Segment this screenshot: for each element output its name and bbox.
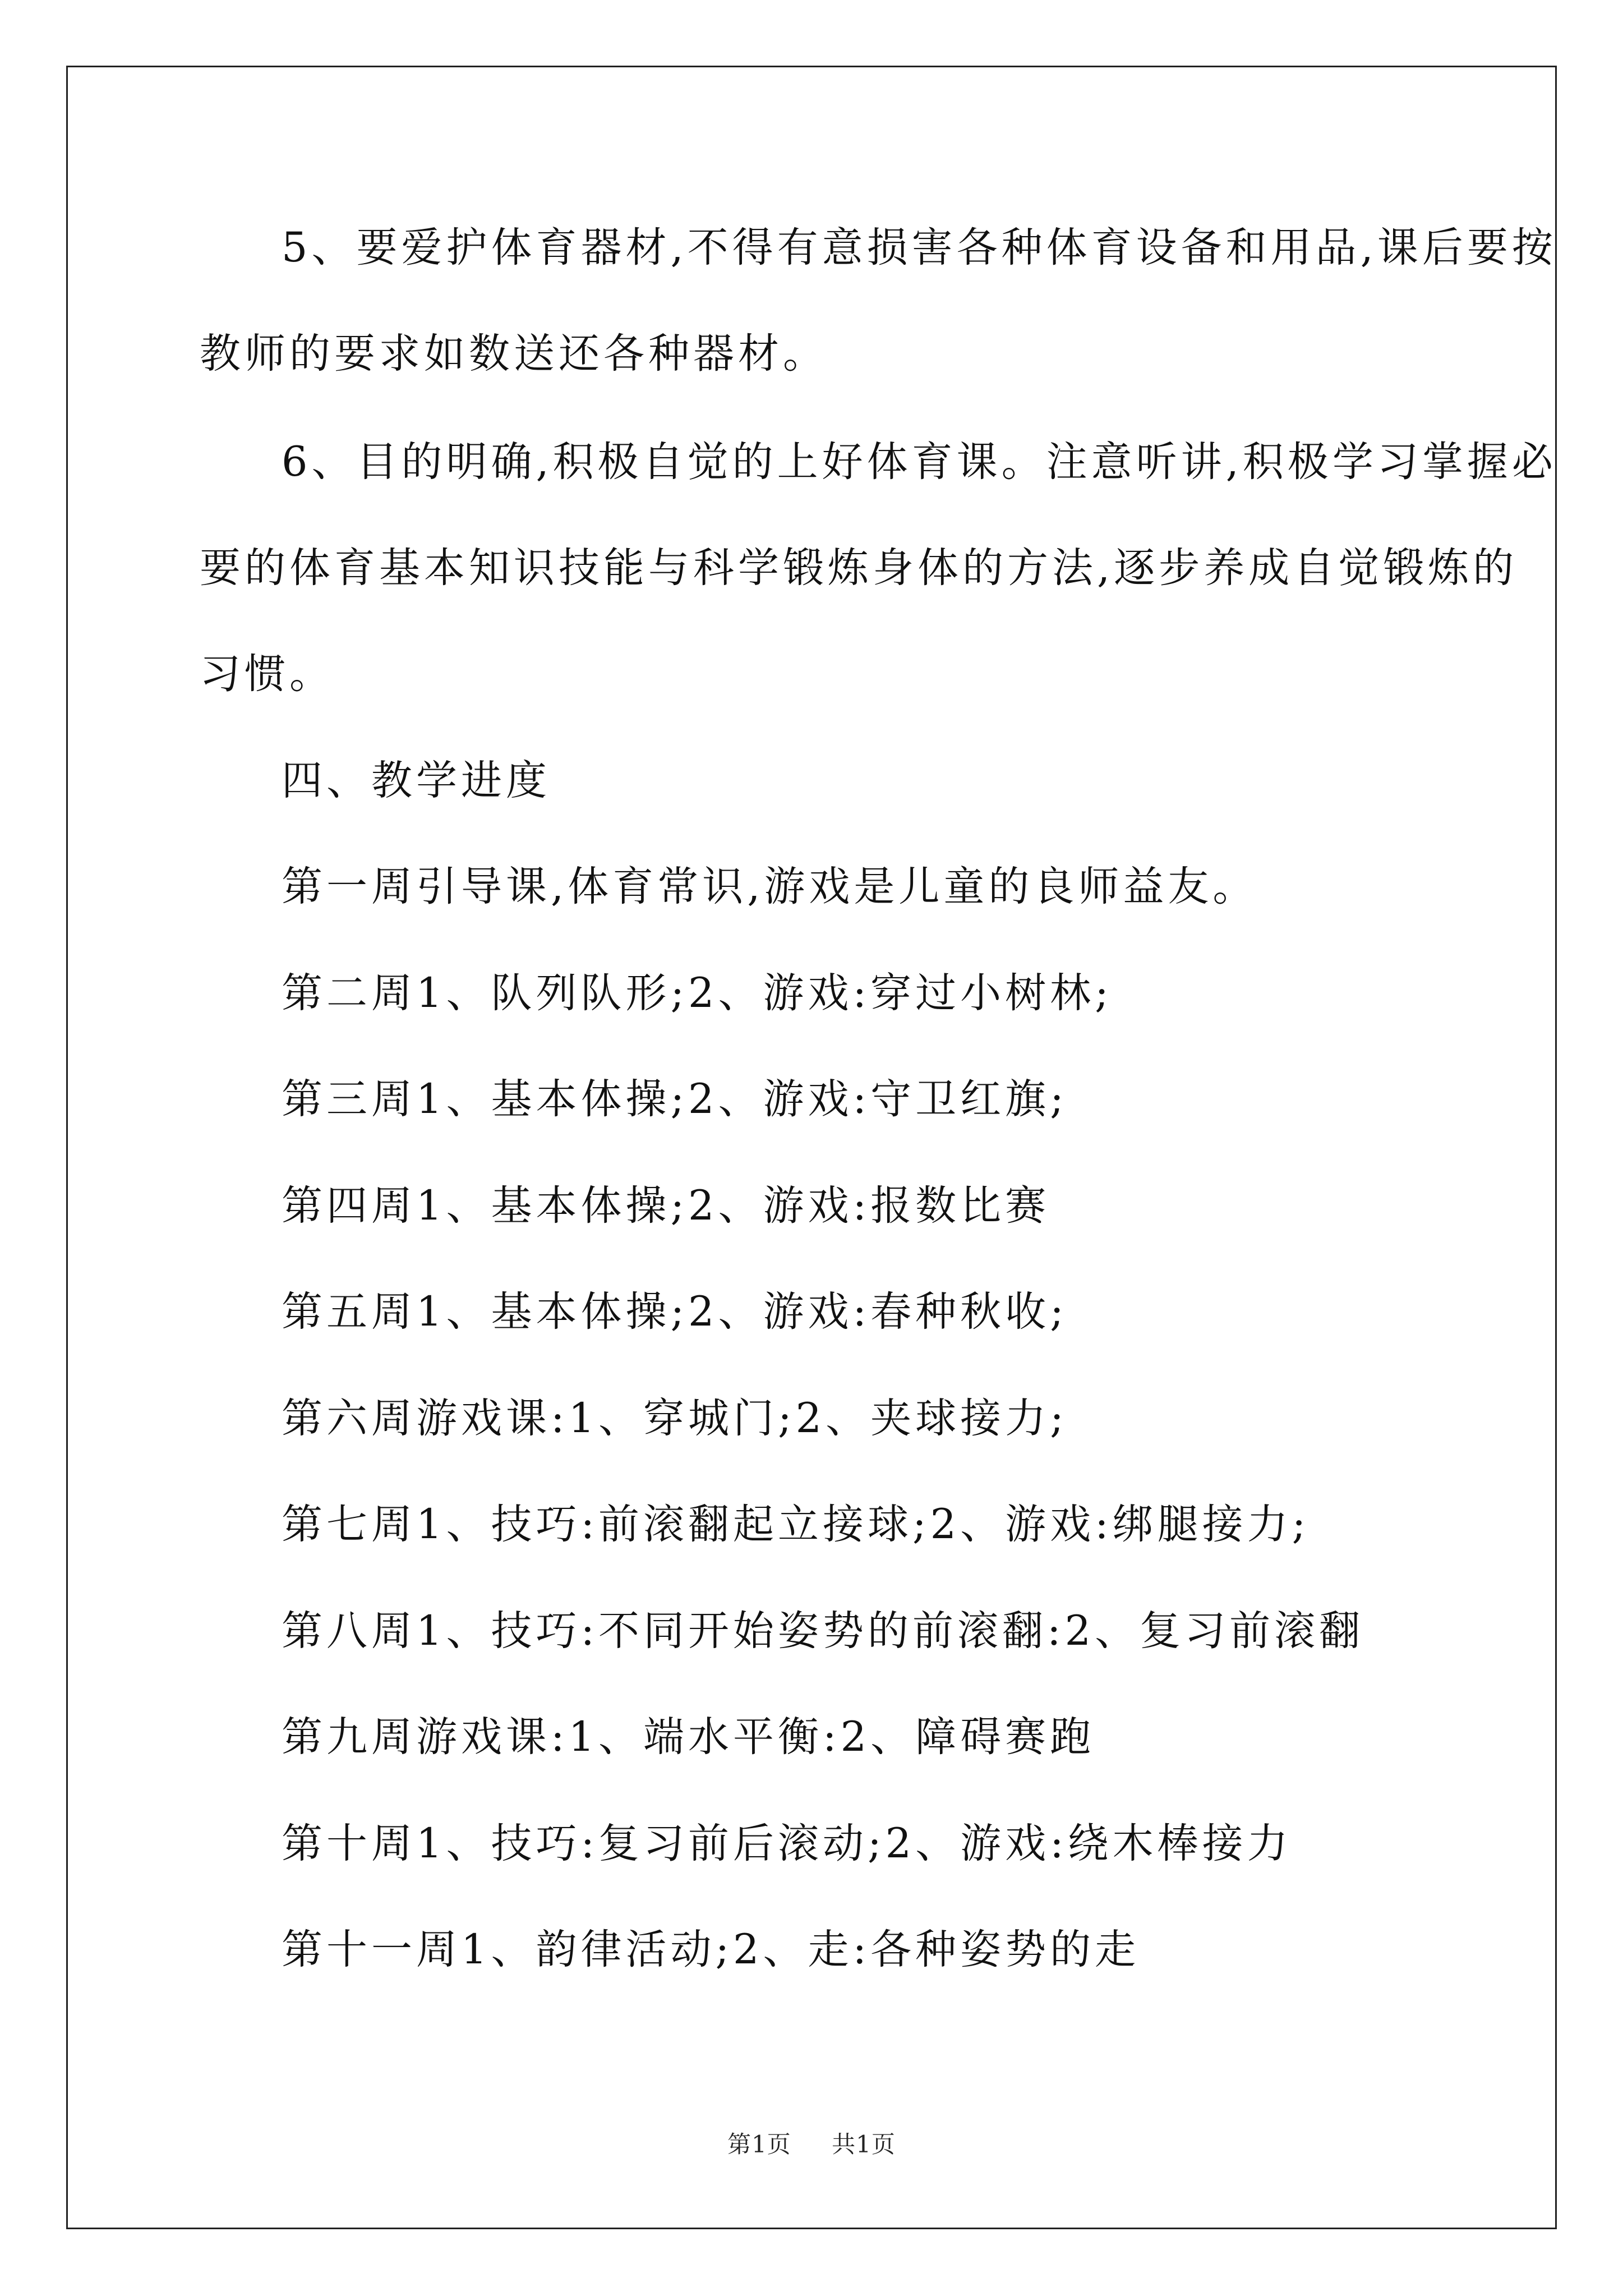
schedule-item: 第九周游戏课:1、端水平衡:2、障碍赛跑 <box>282 1713 1095 1761</box>
schedule-item: 第十一周1、韵律活动;2、走:各种姿势的走 <box>282 1926 1140 1973</box>
section-title: 四、教学进度 <box>282 757 551 804</box>
schedule-item: 第三周1、基本体操;2、游戏:守卫红旗; <box>282 1075 1068 1123</box>
page-footer <box>0 2126 1623 2160</box>
schedule-item: 第七周1、技巧:前滚翻起立接球;2、游戏:绑腿接力; <box>282 1501 1310 1548</box>
schedule-item: 第二周1、队列队形;2、游戏:穿过小树林; <box>282 969 1113 1017</box>
schedule-item: 第四周1、基本体操;2、游戏:报数比赛 <box>282 1182 1050 1230</box>
page-total: 共1页 <box>832 2131 896 2158</box>
paragraph-line: 6、目的明确,积极自觉的上好体育课。注意听讲,积极学习掌握必 <box>282 438 1557 486</box>
paragraph-line: 教师的要求如数送还各种器材。 <box>200 330 828 378</box>
paragraph-line: 要的体育基本知识技能与科学锻炼身体的方法,逐步养成自觉锻炼的 <box>200 544 1518 592</box>
paragraph-line: 习惯。 <box>200 650 334 698</box>
schedule-item: 第十周1、技巧:复习前后滚动;2、游戏:绕木棒接力 <box>282 1820 1292 1867</box>
page-number: 第1页 <box>727 2131 791 2158</box>
schedule-item: 第六周游戏课:1、穿城门;2、夹球接力; <box>282 1395 1068 1442</box>
schedule-item: 第八周1、技巧:不同开始姿势的前滚翻:2、复习前滚翻 <box>282 1607 1364 1655</box>
schedule-item: 第一周引导课,体育常识,游戏是儿童的良师益友。 <box>282 863 1258 910</box>
paragraph-line: 5、要爱护体育器材,不得有意损害各种体育设备和用品,课后要按 <box>282 224 1557 272</box>
schedule-item: 第五周1、基本体操;2、游戏:春种秋收; <box>282 1288 1068 1336</box>
page-border <box>66 66 1557 2229</box>
